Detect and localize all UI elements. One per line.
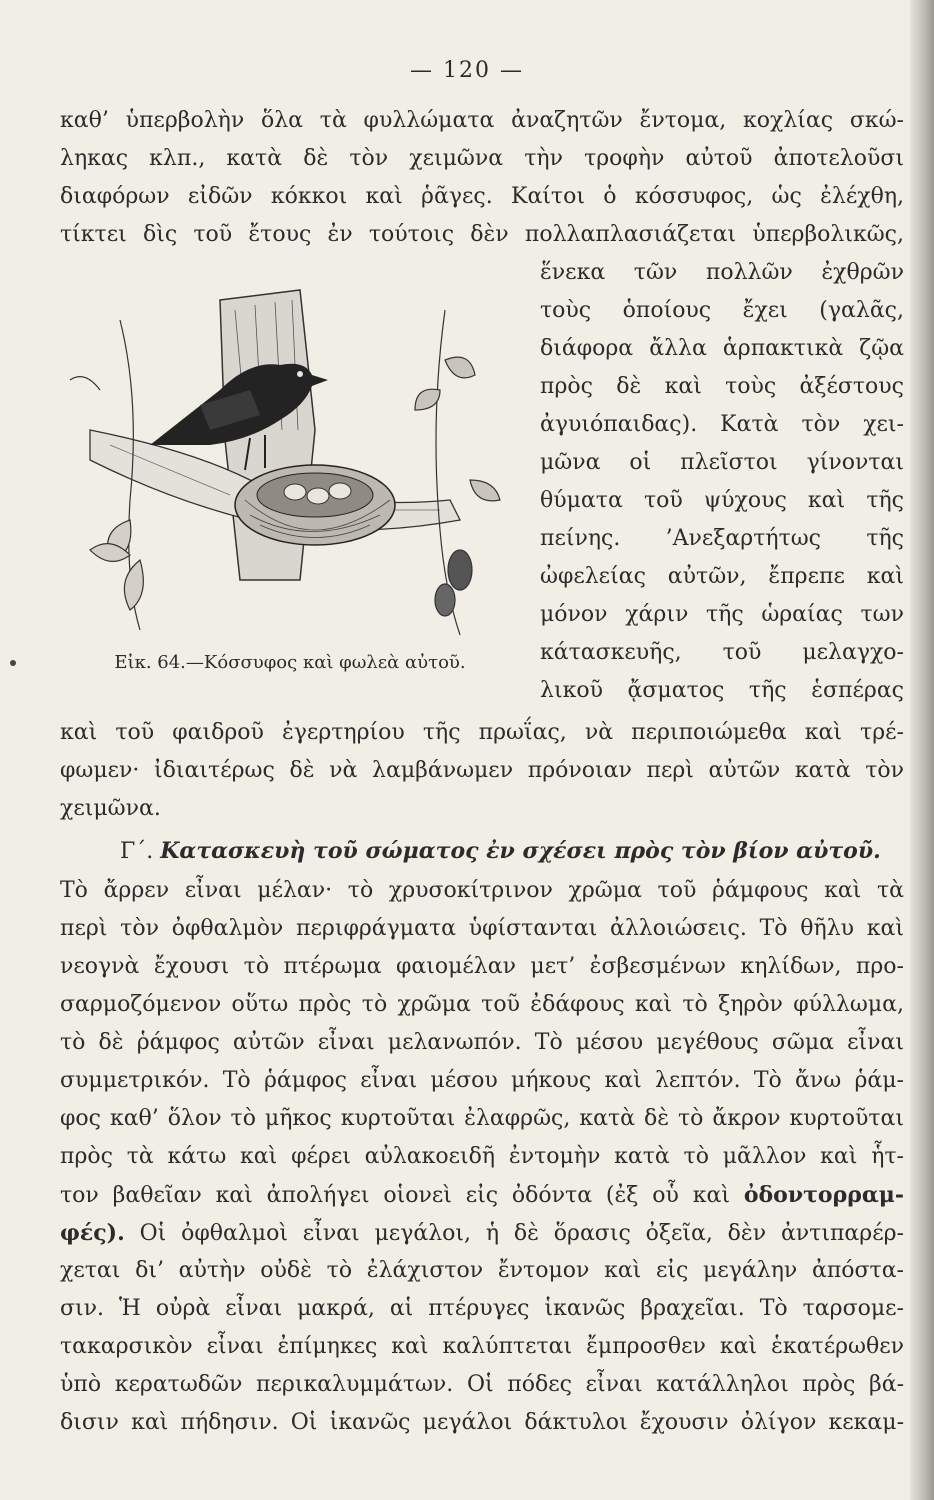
text-line: καὶ τοῦ φαιδροῦ ἐγερτηρίου τῆς πρωΐας, νὰ περιποιώμεθα καὶ τρέ- bbox=[60, 720, 904, 745]
text-line: χειμῶνα. bbox=[60, 796, 161, 821]
text-line: τίκτει δὶς τοῦ ἔτους ἐν τούτοις δὲν πολλαπλασιάζεται ὑπερβολικῶς, bbox=[60, 222, 904, 247]
blackbird-nest-illustration bbox=[50, 280, 510, 640]
bold-term: ὀδοντορραμ- bbox=[743, 1182, 904, 1208]
text-line: φωμεν· ἰδιαιτέρως δὲ νὰ λαμβάνωμεν πρόνοιαν περὶ αὐτῶν κατὰ τὸν bbox=[60, 758, 904, 783]
text-line: διάφορα ἄλλα ἁρπακτικὰ ζῷα bbox=[540, 336, 904, 361]
text-line: πρὸς τὰ κάτω καὶ φέρει αὐλακοειδῆ ἐντομὴν κατὰ τὸ μᾶλλον καὶ ἧτ- bbox=[60, 1144, 904, 1169]
text-line: καθ’ ὑπερβολὴν ὅλα τὰ φυλλώματα ἀναζητῶν ἔντομα, κοχλίας σκώ- bbox=[60, 108, 904, 133]
page-edge-shadow bbox=[910, 0, 934, 1500]
text-line: πρὸς δὲ καὶ τοὺς ἀξέστους bbox=[540, 374, 904, 399]
text-line: μόνον χάριν τῆς ὡραίας των bbox=[540, 602, 904, 627]
text-line: σαρμοζόμενον οὕτω πρὸς τὸ χρῶμα τοῦ ἐδάφους καὶ τὸ ξηρὸν φύλλωμα, bbox=[60, 992, 904, 1017]
text-fragment: τον βαθεῖαν καὶ ἀπολήγει οἱονεὶ εἰς ὀδόντα (ἐξ οὗ καὶ bbox=[60, 1183, 730, 1208]
text-line: σιν. Ἡ οὐρὰ εἶναι μακρά, αἱ πτέρυγες ἱκανῶς βραχεῖαι. Τὸ ταρσομε- bbox=[60, 1296, 904, 1321]
text-line: χεται δι’ αὐτὴν οὐδὲ τὸ ἐλάχιστον ἔντομον καὶ εἰς μεγάλην ἀπόστα- bbox=[60, 1258, 904, 1283]
text-line: περὶ τὸν ὀφθαλμὸν περιφράγματα ὑφίστανται ἀλλοιώσεις. Τὸ θῆλυ καὶ bbox=[60, 916, 904, 941]
page-number: — 120 — bbox=[410, 58, 524, 83]
text-line: Τὸ ἄρρεν εἶναι μέλαν· τὸ χρυσοκίτρινον χρῶμα τοῦ ῥάμφους καὶ τὰ bbox=[60, 878, 904, 903]
bold-term: φές). bbox=[60, 1220, 125, 1246]
text-line: ὑπὸ κερατωδῶν περικαλυμμάτων. Οἱ πόδες εἶναι κατάλληλοι πρὸς βά- bbox=[60, 1372, 904, 1397]
text-line: νεογνὰ ἔχουσι τὸ πτέρωμα φαιομέλαν μετ’ ἐσβεσμένων κηλίδων, προ- bbox=[60, 954, 904, 979]
text-line: τακαρσικὸν εἶναι ἐπίμηκες καὶ καλύπτεται ἔμπροσθεν καὶ ἑκατέρωθεν bbox=[60, 1334, 904, 1359]
text-line: διαφόρων εἰδῶν κόκκοι καὶ ῥᾶγες. Καίτοι ὁ κόσσυφος, ὡς ἐλέχθη, bbox=[60, 184, 904, 209]
text-line: δισιν καὶ πήδησιν. Οἱ ἱκανῶς μεγάλοι δάκτυλοι ἔχουσιν ὀλίγον κεκαμ- bbox=[60, 1410, 904, 1435]
section-heading bbox=[120, 836, 904, 867]
text-fragment: Οἱ ὀφθαλμοὶ εἶναι μεγάλοι, ἡ δὲ ὅρασις ὀξεῖα, δὲν ἀντιπαρέρ- bbox=[139, 1221, 904, 1246]
figure-caption: Εἰκ. 64.—Κόσσυφος καὶ φωλεὰ αὐτοῦ. bbox=[114, 652, 466, 673]
text-line: κάτασκευῆς, τοῦ μελαγχο- bbox=[540, 640, 904, 665]
text-line: πείνης. ’Ανεξαρτήτως τῆς bbox=[540, 526, 904, 551]
section-title: Κατασκευὴ τοῦ σώματος ἐν σχέσει πρὸς τὸν βίον αὐτοῦ. bbox=[160, 838, 881, 864]
margin-mark bbox=[10, 660, 16, 666]
text-line: λικοῦ ᾄσματος τῆς ἑσπέρας bbox=[540, 678, 904, 703]
text-line: ὠφελείας αὐτῶν, ἔπρεπε καὶ bbox=[540, 564, 904, 589]
text-line bbox=[60, 1218, 904, 1249]
section-number: Γ΄. bbox=[120, 839, 154, 864]
text-line: τὸ δὲ ῥάμφος αὐτῶν εἶναι μελανωπόν. Τὸ μέσου μεγέθους σῶμα εἶναι bbox=[60, 1030, 904, 1055]
text-line: φος καθ’ ὅλον τὸ μῆκος κυρτοῦται ἐλαφρῶς, κατὰ δὲ τὸ ἄκρον κυρτοῦται bbox=[60, 1106, 904, 1131]
text-line: θύματα τοῦ ψύχους καὶ τῆς bbox=[540, 488, 904, 513]
text-line bbox=[60, 1180, 904, 1211]
text-line: συμμετρικόν. Τὸ ῥάμφος εἶναι μέσου μήκους καὶ λεπτόν. Τὸ ἄνω ῥάμ- bbox=[60, 1068, 904, 1093]
text-line: τοὺς ὁποίους ἔχει (γαλᾶς, bbox=[540, 298, 904, 323]
text-line: ἕνεκα τῶν πολλῶν ἐχθρῶν bbox=[540, 260, 904, 285]
text-line: ληκας κλπ., κατὰ δὲ τὸν χειμῶνα τὴν τροφὴν αὐτοῦ ἀποτελοῦσι bbox=[60, 146, 904, 171]
text-line: μῶνα οἱ πλεῖστοι γίνονται bbox=[540, 450, 904, 475]
text-line: ἀγυιόπαιδας). Κατὰ τὸν χει- bbox=[540, 412, 904, 437]
